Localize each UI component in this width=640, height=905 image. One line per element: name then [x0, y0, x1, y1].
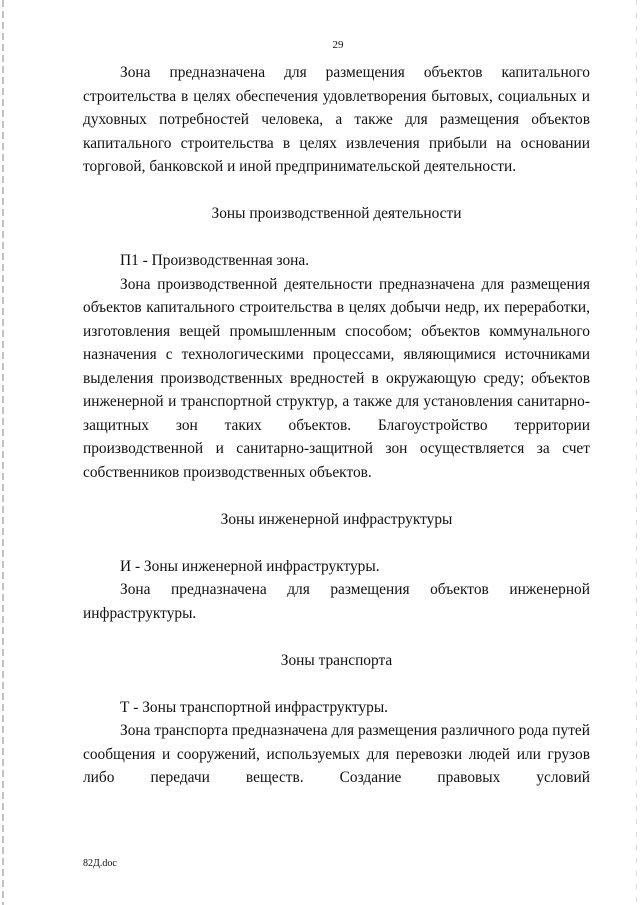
section-heading-transport: Зоны транспорта: [280, 651, 393, 669]
paragraph-transport: Зона транспорта предназначена для размещения различного рода путей сообщения и сооружений, используемых для перевозки людей или грузов либо передачи веществ. Создание правовых условий: [83, 722, 590, 786]
zone-title-production: П1 - Производственная зона.: [120, 252, 310, 269]
section-heading-engineering: Зоны инженерной инфраструктуры: [220, 510, 453, 528]
zone-title-engineering: И - Зоны инженерной инфраструктуры.: [120, 557, 380, 575]
intro-paragraph: Зона предназначена для размещения объектов капитального строительства в целях обеспечения удовлетворения бытовых, социальных и духовных потребностей человека, а также для размещения объектов капитального строительства в целях извлечения прибыли на основании торговой, банковской и иной предпринимательской деятельности.: [83, 64, 590, 175]
zone-title-transport: Т - Зоны транспортной инфраструктуры.: [120, 698, 389, 716]
paragraph-engineering: Зона предназначена для размещения объектов инженерной инфраструктуры.: [83, 581, 590, 622]
page-number: 29: [332, 39, 344, 51]
paragraph-production: Зона производственной деятельности предназначена для размещения объектов капитального строительства в целях добычи недр, их переработки, изготовления вещей промышленным способом; объектов коммунального назначения с технологическими процессами, являющимися источниками выделения производственных вредностей в окружающую среду; объектов инженерной и транспортной структур, а также для установления санитарно-защитных зон таких объектов. Благоустройство территории производственной и санитарно-защитной зон осуществляется за счет собственников производственных объектов.: [83, 275, 590, 481]
scan-edge-artifact-right: [636, 0, 637, 905]
scan-edge-artifact: [2, 0, 4, 905]
footer-filename: 82Д.doc: [83, 858, 117, 869]
section-heading-production: Зоны производственной деятельности: [211, 205, 462, 222]
document-body: [83, 61, 590, 790]
